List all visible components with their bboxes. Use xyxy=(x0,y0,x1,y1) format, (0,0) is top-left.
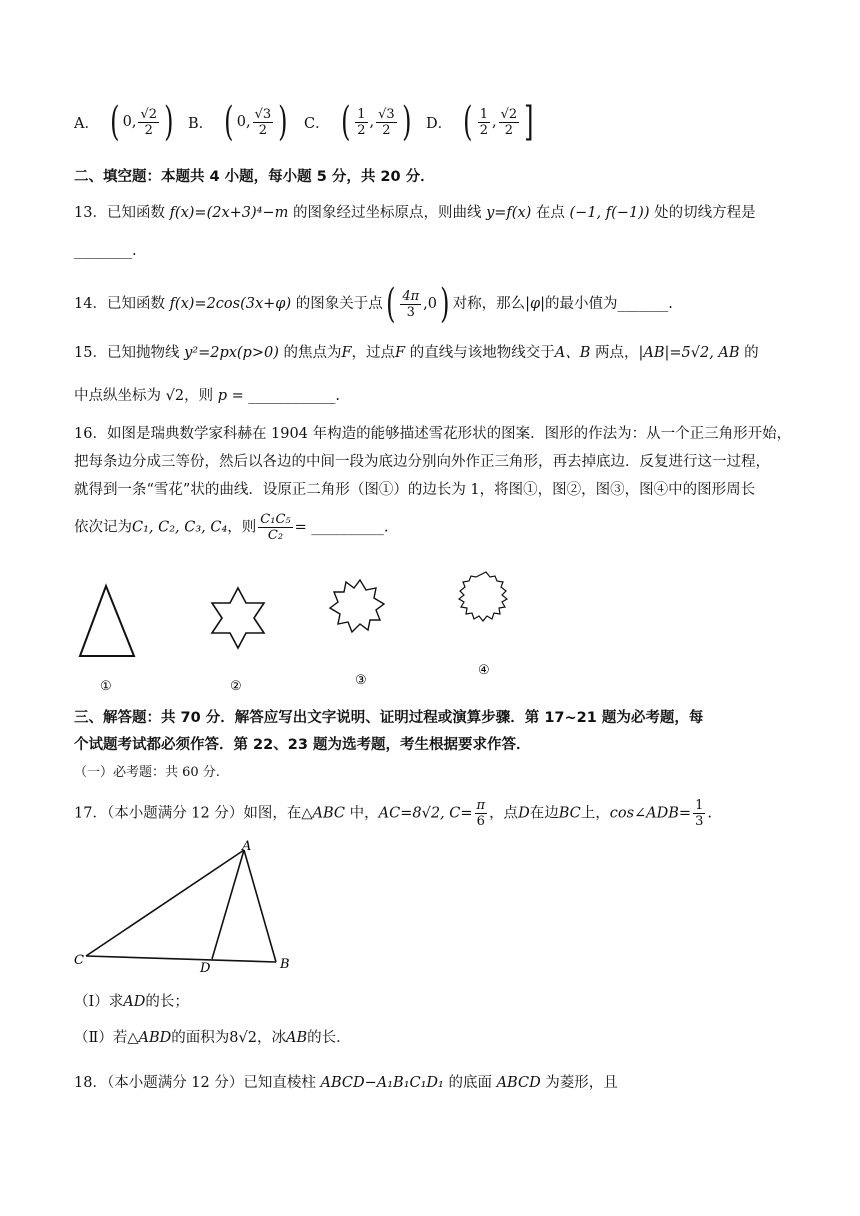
q18-line: 18．（本小题满分 12 分）已知直棱柱 ABCD−A₁B₁C₁D₁ 的底面 ABCD 为菱形，且 xyxy=(74,1075,618,1091)
fig-label-4: ④ xyxy=(478,663,490,678)
label-d: D xyxy=(200,961,211,976)
option-a: A． ( 0, $\frac{√2}{2}$ ) xyxy=(74,99,174,145)
triangle-abc-figure xyxy=(70,836,310,976)
option-c: C． ( $\frac{1}{2}$ , $\frac{√3}{2}$ ) xyxy=(304,99,412,145)
q16-line2: 把每条边分成三等份，然后以各边的中间一段为底边分别向外作正三角形，再去掉底边．反复进行这一过程， xyxy=(74,454,770,470)
q16-line4: 依次记为C₁, C₂, C₃, C₄，则 $\frac{\text{C₁C₅}}{\text{C₂}}$ = __________. xyxy=(74,512,389,543)
label-c: C xyxy=(74,953,84,968)
option-d: D． ( $\frac{1}{2}$ , $\frac{√2}{2}$ ] xyxy=(426,99,534,145)
q17-part2: （Ⅱ）若△ABD的面积为8√2，冰AB的长． xyxy=(74,1030,351,1046)
section3-line2: 个试题考试都必须作答．第 22、23 题为选考题，考生根据要求作答． xyxy=(74,737,531,753)
q17-part1: （Ⅰ）求AD的长； xyxy=(74,994,189,1010)
q15-line1: 15．已知抛物线 y²=2px(p>0) 的焦点为F，过点F 的直线与该地物线交于A、B 两点，|AB|=5√2, AB 的 xyxy=(74,345,759,361)
segment-ad xyxy=(212,850,244,959)
fig-label-1: ① xyxy=(100,679,112,694)
koch-snowflake-3 xyxy=(330,580,384,632)
section2-title: 二、填空题：本题共 4 小题，每小题 5 分，共 20 分． xyxy=(74,169,435,185)
fig-label-2: ② xyxy=(230,679,242,694)
fig-label-3: ③ xyxy=(355,673,367,688)
q15-line2: 中点纵坐标为 √2，则 p = ____________. xyxy=(74,388,340,404)
koch-star xyxy=(212,588,264,648)
label-a: A xyxy=(242,839,252,854)
koch-snowflake-4 xyxy=(459,572,507,621)
q16-line1: 16．如图是瑞典数学家科赫在 1904 年构造的能够描述雪花形状的图案．图形的作法为：从一个正三角形开始， xyxy=(74,426,792,442)
q14-line: 14．已知函数 f(x)=2cos(3x+φ) 的图象关于点( $\frac{4\pi}{3}$ ,0) 对称，那么|φ|的最小值为_______. xyxy=(74,281,673,327)
side-ca xyxy=(86,850,244,956)
q13-line2: ________. xyxy=(74,243,137,259)
side-ab xyxy=(244,850,276,962)
label-b: B xyxy=(280,957,290,972)
koch-snowflake-figure xyxy=(70,568,570,698)
side-cb xyxy=(86,956,276,962)
q16-line3: 就得到一条“雪花”状的曲线．设原正二角形（图①）的边长为 1，将图①，图②，图③，图④中的图形周长 xyxy=(74,482,756,498)
option-b: B． ( 0, $\frac{√3}{2}$ ) xyxy=(188,99,288,145)
q13-line1: 13．已知函数 f(x)=(2x+3)⁴−m 的图象经过坐标原点，则曲线 y=f(x) 在点 (−1, f(−1)) 处的切线方程是 xyxy=(74,205,756,221)
section3-line1: 三、解答题：共 70 分．解答应写出文字说明、证明过程或演算步骤．第 17~21 题为必考题，每 xyxy=(74,710,704,726)
section3-sub: （一）必考题：共 60 分. xyxy=(74,765,220,780)
koch-triangle xyxy=(80,586,134,656)
q17-line: 17．（本小题满分 12 分）如图，在△ABC 中，AC=8√2, C= $\frac{\pi}{6}$ ，点D在边BC上，cos∠ADB= $\frac{1}{3}$ . xyxy=(74,798,712,829)
